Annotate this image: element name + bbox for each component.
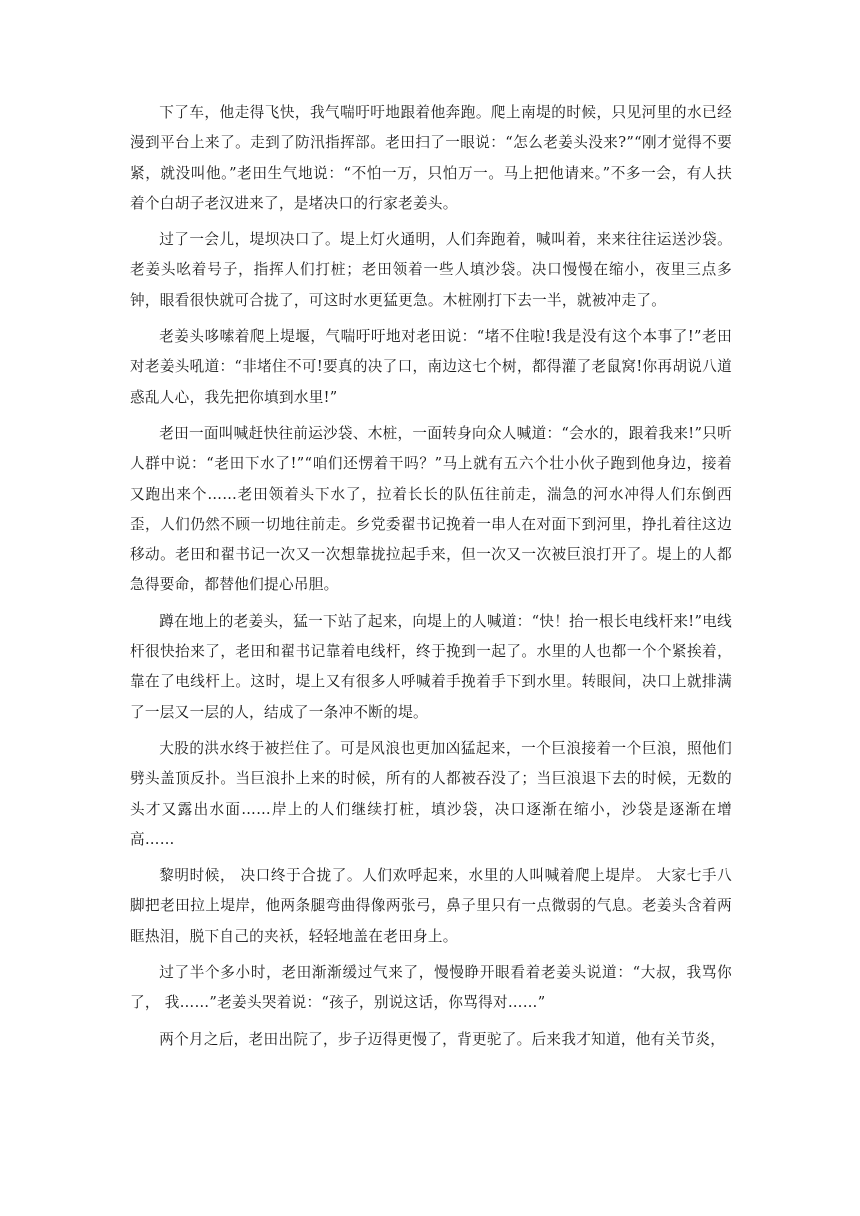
paragraph-2: 过了一会儿，堤坝决口了。堤上灯火通明，人们奔跑着，喊叫着，来来往往运送沙袋。老姜头吆着号子，指挥人们打桩；老田领着一些人填沙袋。决口慢慢在缩小，夜里三点多钟，眼看很快就可合拢了，可这时水更猛更急。木桩刚打下去一半，就被冲走了。: [130, 231, 732, 309]
paragraph-3: 老姜头哆嗦着爬上堤堰，气喘吁吁地对老田说：“堵不住啦!我是没有这个本事了!”老田对老姜头吼道：“非堵住不可!要真的决了口，南边这七个树，都得灌了老鼠窝!你再胡说八道惑乱人心，我先把你填到水里!”: [130, 328, 732, 406]
document-page: [130, 98, 732, 1061]
paragraph-1: 下了车，他走得飞快，我气喘吁吁地跟着他奔跑。爬上南堤的时候，只见河里的水已经漫到平台上来了。走到了防汛指挥部。老田扫了一眼说：“怎么老姜头没来?”“刚才觉得不要紧，就没叫他。”老田生气地说：“不怕一万，只怕万一。马上把他请来。”不多一会，有人扶着个白胡子老汉进来了，是堵决口的行家老姜头。: [130, 104, 732, 212]
paragraph-6: 大股的洪水终于被拦住了。可是风浪也更加凶猛起来，一个巨浪接着一个巨浪，照他们劈头盖顶反扑。当巨浪扑上来的时候，所有的人都被吞没了；当巨浪退下去的时候，无数的头才又露出水面……岸上的人们继续打桩，填沙袋，决口逐渐在缩小，沙袋是逐渐在增高……: [130, 739, 732, 848]
paragraph-5: 蹲在地上的老姜头，猛一下站了起来，向堤上的人喊道：“快！抬一根长电线杆来!”电线杆很快抬来了，老田和翟书记靠着电线杆，终于挽到一起了。水里的人也都一个个紧挨着，靠在了电线杆上。这时，堤上又有很多人呼喊着手挽着手下到水里。转眼间，决口上就排满了一层又一层的人，结成了一条冲不断的堤。: [130, 612, 732, 721]
paragraph-4: 老田一面叫喊赶快往前运沙袋、木桩，一面转身向众人喊道：“会水的，跟着我来!”只听人群中说：“老田下水了!”“咱们还愣着干吗？”马上就有五六个壮小伙子跑到他身边，接着又跑出来个……老田领着头下水了，拉着长长的队伍往前走，湍急的河水冲得人们东倒西歪，人们仍然不顾一切地往前走。乡党委翟书记挽着一串人在对面下到河里，挣扎着往这边移动。老田和翟书记一次又一次想靠拢拉起手来，但一次又一次被巨浪打开了。堤上的人都急得要命，都替他们提心吊胆。: [130, 424, 732, 594]
paragraph-8: 过了半个多小时，老田渐渐缓过气来了，慢慢睁开眼看着老姜头说道：“大叔，我骂你了， 我……”老姜头哭着说：“孩子，别说这话，你骂得对……”: [130, 964, 732, 1012]
paragraph-7: 黎明时候， 决口终于合拢了。人们欢呼起来，水里的人叫喊着爬上堤岸。 大家七手八脚把老田拉上堤岸，他两条腿弯曲得像两张弓，鼻子里只有一点微弱的气息。老姜头含着两眶热泪，脱下自己的夹袄，轻轻地盖在老田身上。: [130, 867, 732, 945]
paragraph-9: 两个月之后，老田出院了，步子迈得更慢了，背更驼了。后来我才知道，他有关节炎，: [159, 1030, 726, 1048]
